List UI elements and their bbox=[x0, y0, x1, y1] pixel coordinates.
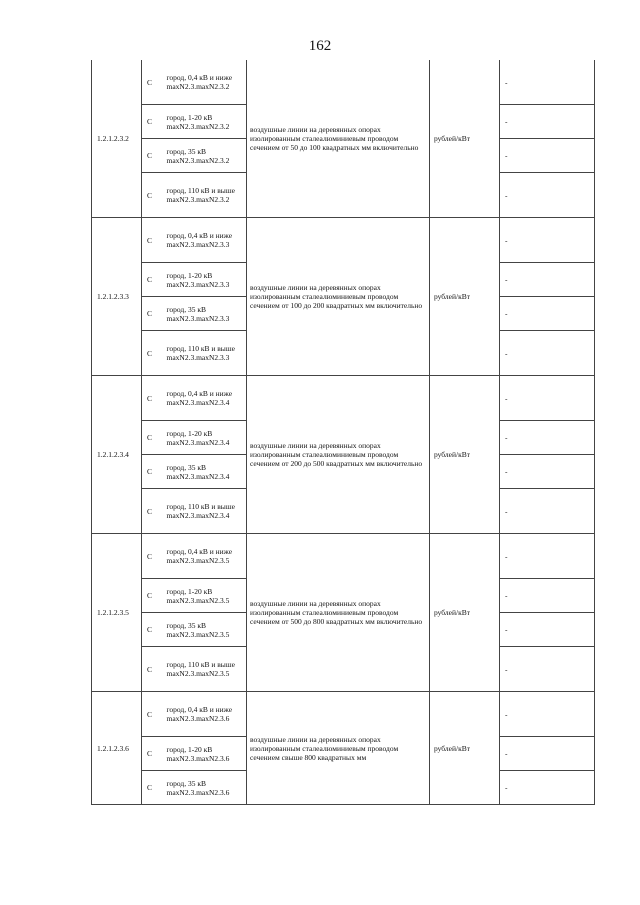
page-number: 162 bbox=[308, 38, 332, 54]
voltage-level: город, 110 кВ и выше maxN2.3.maxN2.3.3 bbox=[165, 331, 247, 376]
voltage-level: город, 1-20 кВ maxN2.3.maxN2.3.6 bbox=[165, 737, 247, 771]
tariff-letter: С bbox=[142, 376, 165, 421]
tariff-value: - bbox=[500, 331, 595, 376]
tariff-letter: С bbox=[142, 331, 165, 376]
voltage-level: город, 0,4 кВ и ниже maxN2.3.maxN2.3.6 bbox=[165, 692, 247, 737]
tariff-value: - bbox=[500, 139, 595, 173]
tariff-letter: С bbox=[142, 455, 165, 489]
line-description: воздушные линии на деревянных опорах изолированным сталеалюминиевым проводом сечением свыше 800 квадратных мм bbox=[247, 692, 430, 805]
tariff-letter: С bbox=[142, 218, 165, 263]
unit: рублей/кВт bbox=[430, 534, 500, 692]
line-description: воздушные линии на деревянных опорах изолированным сталеалюминиевым проводом сечением от 200 до 500 квадратных мм включительно bbox=[247, 376, 430, 534]
tariff-value: - bbox=[500, 376, 595, 421]
tariff-letter: С bbox=[142, 771, 165, 805]
tariff-letter: С bbox=[142, 263, 165, 297]
item-code: 1.2.1.2.3.2 bbox=[92, 60, 142, 218]
voltage-level: город, 1-20 кВ maxN2.3.maxN2.3.4 bbox=[165, 421, 247, 455]
tariff-value: - bbox=[500, 771, 595, 805]
unit: рублей/кВт bbox=[430, 218, 500, 376]
tariff-letter: С bbox=[142, 737, 165, 771]
tariff-letter: С bbox=[142, 60, 165, 105]
voltage-level: город, 35 кВ maxN2.3.maxN2.3.3 bbox=[165, 297, 247, 331]
tariff-letter: С bbox=[142, 421, 165, 455]
voltage-level: город, 110 кВ и выше maxN2.3.maxN2.3.2 bbox=[165, 173, 247, 218]
tariff-value: - bbox=[500, 421, 595, 455]
tariff-letter: С bbox=[142, 105, 165, 139]
voltage-level: город, 35 кВ maxN2.3.maxN2.3.2 bbox=[165, 139, 247, 173]
tariff-value: - bbox=[500, 105, 595, 139]
tariff-value: - bbox=[500, 737, 595, 771]
unit: рублей/кВт bbox=[430, 692, 500, 805]
tariff-table bbox=[91, 60, 595, 805]
voltage-level: город, 1-20 кВ maxN2.3.maxN2.3.2 bbox=[165, 105, 247, 139]
tariff-letter: С bbox=[142, 173, 165, 218]
tariff-letter: С bbox=[142, 692, 165, 737]
table-row bbox=[92, 534, 595, 579]
tariff-letter: С bbox=[142, 139, 165, 173]
tariff-value: - bbox=[500, 647, 595, 692]
voltage-level: город, 1-20 кВ maxN2.3.maxN2.3.3 bbox=[165, 263, 247, 297]
tariff-letter: С bbox=[142, 613, 165, 647]
tariff-value: - bbox=[500, 489, 595, 534]
line-description: воздушные линии на деревянных опорах изолированным сталеалюминиевым проводом сечением от 100 до 200 квадратных мм включительно bbox=[247, 218, 430, 376]
voltage-level: город, 0,4 кВ и ниже maxN2.3.maxN2.3.3 bbox=[165, 218, 247, 263]
tariff-letter: С bbox=[142, 647, 165, 692]
tariff-value: - bbox=[500, 692, 595, 737]
table-row bbox=[92, 692, 595, 737]
tariff-letter: С bbox=[142, 297, 165, 331]
tariff-value: - bbox=[500, 263, 595, 297]
tariff-letter: С bbox=[142, 579, 165, 613]
table-row bbox=[92, 218, 595, 263]
tariff-value: - bbox=[500, 534, 595, 579]
tariff-value: - bbox=[500, 173, 595, 218]
tariff-table-body bbox=[92, 60, 595, 805]
voltage-level: город, 110 кВ и выше maxN2.3.maxN2.3.5 bbox=[165, 647, 247, 692]
item-code: 1.2.1.2.3.4 bbox=[92, 376, 142, 534]
line-description: воздушные линии на деревянных опорах изолированным сталеалюминиевым проводом сечением от 50 до 100 квадратных мм включительно bbox=[247, 60, 430, 218]
tariff-value: - bbox=[500, 297, 595, 331]
tariff-value: - bbox=[500, 579, 595, 613]
line-description: воздушные линии на деревянных опорах изолированным сталеалюминиевым проводом сечением от 500 до 800 квадратных мм включительно bbox=[247, 534, 430, 692]
tariff-value: - bbox=[500, 613, 595, 647]
tariff-value: - bbox=[500, 60, 595, 105]
tariff-value: - bbox=[500, 218, 595, 263]
voltage-level: город, 35 кВ maxN2.3.maxN2.3.6 bbox=[165, 771, 247, 805]
table-row bbox=[92, 376, 595, 421]
voltage-level: город, 1-20 кВ maxN2.3.maxN2.3.5 bbox=[165, 579, 247, 613]
item-code: 1.2.1.2.3.6 bbox=[92, 692, 142, 805]
voltage-level: город, 0,4 кВ и ниже maxN2.3.maxN2.3.5 bbox=[165, 534, 247, 579]
tariff-letter: С bbox=[142, 489, 165, 534]
voltage-level: город, 35 кВ maxN2.3.maxN2.3.5 bbox=[165, 613, 247, 647]
item-code: 1.2.1.2.3.3 bbox=[92, 218, 142, 376]
voltage-level: город, 0,4 кВ и ниже maxN2.3.maxN2.3.2 bbox=[165, 60, 247, 105]
table-row bbox=[92, 60, 595, 105]
voltage-level: город, 110 кВ и выше maxN2.3.maxN2.3.4 bbox=[165, 489, 247, 534]
tariff-letter: С bbox=[142, 534, 165, 579]
voltage-level: город, 0,4 кВ и ниже maxN2.3.maxN2.3.4 bbox=[165, 376, 247, 421]
voltage-level: город, 35 кВ maxN2.3.maxN2.3.4 bbox=[165, 455, 247, 489]
unit: рублей/кВт bbox=[430, 60, 500, 218]
unit: рублей/кВт bbox=[430, 376, 500, 534]
tariff-value: - bbox=[500, 455, 595, 489]
item-code: 1.2.1.2.3.5 bbox=[92, 534, 142, 692]
